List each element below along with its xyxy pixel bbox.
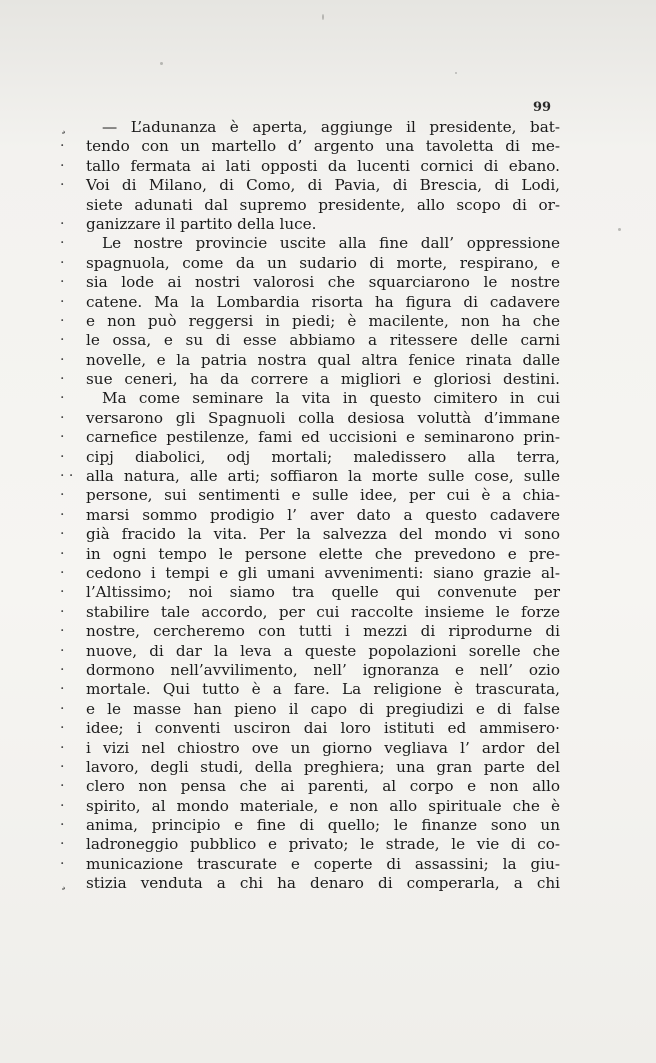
text-line [60,409,560,428]
text-line [60,486,560,505]
line-text: — L’adunanza è aperta, aggiunge il presidente, bat- [102,118,560,136]
text-line [60,758,560,777]
line-text: versarono gli Spagnuoli colla desiosa voluttà d’immane [86,408,560,427]
margin-mark: ¸ [60,875,67,892]
text-line [60,196,560,215]
line-text: clero non pensa che ai parenti, al corpo e non allo [86,777,560,796]
margin-mark: · [60,312,65,329]
line-text: alla natura, alle arti; soffiaron la morte sulle cose, sulle [86,467,560,486]
margin-mark: · [60,157,65,174]
line-text: anima, principio e fine di quello; le finanze sono un [86,816,560,835]
line-text: in ogni tempo le persone elette che prevedono e pre- [86,544,560,563]
line-text: sue ceneri, ha da correre a migliori e gloriosi destini. [86,370,560,389]
line-text: già fracido la vita. Per la salvezza del mondo vi sono [86,525,560,544]
text-line [60,603,560,622]
text-line [60,448,560,467]
line-text: dormono nell’avvilimento, nell’ ignoranza e nell’ ozio [86,660,560,679]
line-text: siete adunati dal supremo presidente, allo scopo di or- [86,195,560,214]
margin-mark: · [60,526,65,543]
line-text: carnefice pestilenze, fami ed uccisioni e seminarono prin- [86,428,560,447]
margin-mark: · [60,817,65,834]
text-line [60,215,560,234]
text-line [60,700,560,719]
text-line [60,370,560,389]
line-text: ganizzare il partito della luce. [86,214,317,233]
margin-mark: · [60,720,65,737]
line-text: persone, sui sentimenti e sulle idee, per cui è a chia- [86,486,560,505]
line-text: ladroneggio pubblico e privato; le strade, le vie di co- [86,835,560,854]
text-line [60,583,560,602]
line-text: catene. Ma la Lombardia risorta ha figura di cadavere [86,292,560,311]
paper-speck [160,62,163,65]
line-text: le ossa, e su di esse abbiamo a ritessere delle carni [86,331,560,350]
line-text: e le masse han pieno il capo di pregiudizi e di false [86,699,560,718]
line-text: i vizi nel chiostro ove un giorno vegliava l’ ardor del [86,738,560,757]
margin-mark: · [60,390,65,407]
line-text: mortale. Qui tutto è a fare. La religione è trascurata, [86,680,560,699]
line-text: sia lode ai nostri valorosi che squarciarono le nostre [86,273,560,292]
text-line [60,622,560,641]
margin-mark: · [60,177,65,194]
margin-mark: · [60,545,65,562]
text-line [60,234,560,253]
text-line [60,797,560,816]
paper-speck [455,72,457,74]
line-text: cipj diabolici, odj mortali; maledissero alla terra, [86,447,560,466]
margin-mark: · [60,409,65,426]
margin-mark: · [60,778,65,795]
margin-mark: · [60,293,65,310]
page-number: 99 [533,100,552,115]
margin-mark: · [60,332,65,349]
line-text: Ma come seminare la vita in questo cimitero in cui [102,389,560,408]
line-text: tallo fermata ai lati opposti da lucenti cornici di ebano. [86,156,560,175]
text-line [60,719,560,738]
text-line [60,176,560,195]
text-line [60,777,560,796]
line-text: Le nostre provincie uscite alla fine dall’ oppressione [102,234,560,253]
text-line [60,273,560,292]
text-line [60,680,560,699]
margin-mark: · [60,700,65,717]
text-line [60,874,560,893]
margin-mark: · [60,448,65,465]
margin-mark: · [60,274,65,291]
text-line [60,157,560,176]
text-line [60,545,560,564]
text-line [60,331,560,350]
margin-mark: · [60,351,65,368]
paper-speck [618,228,621,231]
margin-mark: · [60,603,65,620]
text-line [60,564,560,583]
margin-mark: · [60,642,65,659]
margin-mark: · [60,215,65,232]
margin-mark: · · [60,468,74,485]
line-text: stizia venduta a chi ha denaro di comperarla, a chi [86,874,560,893]
text-line [60,835,560,854]
text-line [60,816,560,835]
margin-mark: · [60,855,65,872]
line-text: e non può reggersi in piedi; è macilente, non ha che [86,311,560,330]
margin-mark: · [60,661,65,678]
line-text: novelle, e la patria nostra qual altra fenice rinata dalle [86,350,560,369]
line-text: spagnuola, come da un sudario di morte, respirano, e [86,253,560,272]
text-line [60,467,560,486]
paper-speck [322,14,324,20]
text-line [60,661,560,680]
margin-mark: ¸ [60,119,67,135]
line-text: l’Altissimo; noi siamo tra quelle qui convenute per [86,583,560,602]
margin-mark: · [60,836,65,853]
margin-mark: · [60,429,65,446]
line-text: municazione trascurate e coperte di assassini; la giu- [86,854,560,873]
margin-mark: · [60,623,65,640]
margin-mark: · [60,254,65,271]
line-text: stabilire tale accordo, per cui raccolte insieme le forze [86,602,560,621]
margin-mark: · [60,371,65,388]
margin-mark: · [60,506,65,523]
margin-mark: · [60,797,65,814]
text-line [60,118,560,137]
text-line [60,739,560,758]
text-line [60,642,560,661]
line-text: lavoro, degli studi, della preghiera; una gran parte del [86,757,560,776]
line-text: Voi di Milano, di Como, di Pavia, di Brescia, di Lodi, [86,176,560,195]
margin-mark: · [60,739,65,756]
text-line [60,855,560,874]
line-text: idee; i conventi usciron dai loro istituti ed ammisero· [86,719,560,738]
text-line [60,254,560,273]
text-line [60,137,560,156]
text-line [60,525,560,544]
line-text: cedono i tempi e gli umani avvenimenti: siano grazie al- [86,563,560,582]
margin-mark: · [60,681,65,698]
margin-mark: · [60,584,65,601]
text-line [60,506,560,525]
body-text [60,118,560,894]
text-line [60,312,560,331]
text-line [60,293,560,312]
line-text: marsi sommo prodigio l’ aver dato a questo cadavere [86,505,560,524]
line-text: tendo con un martello d’ argento una tavoletta di me- [86,137,560,156]
line-text: spirito, al mondo materiale, e non allo spirituale che è [86,796,560,815]
margin-mark: · [60,564,65,581]
line-text: nuove, di dar la leva a queste popolazioni sorelle che [86,641,560,660]
margin-mark: · [60,138,65,155]
line-text: nostre, cercheremo con tutti i mezzi di riprodurne di [86,622,560,641]
text-line [60,428,560,447]
margin-mark: · [60,235,65,252]
margin-mark: · [60,487,65,504]
text-line [60,351,560,370]
text-line [60,389,560,408]
margin-mark: · [60,758,65,775]
